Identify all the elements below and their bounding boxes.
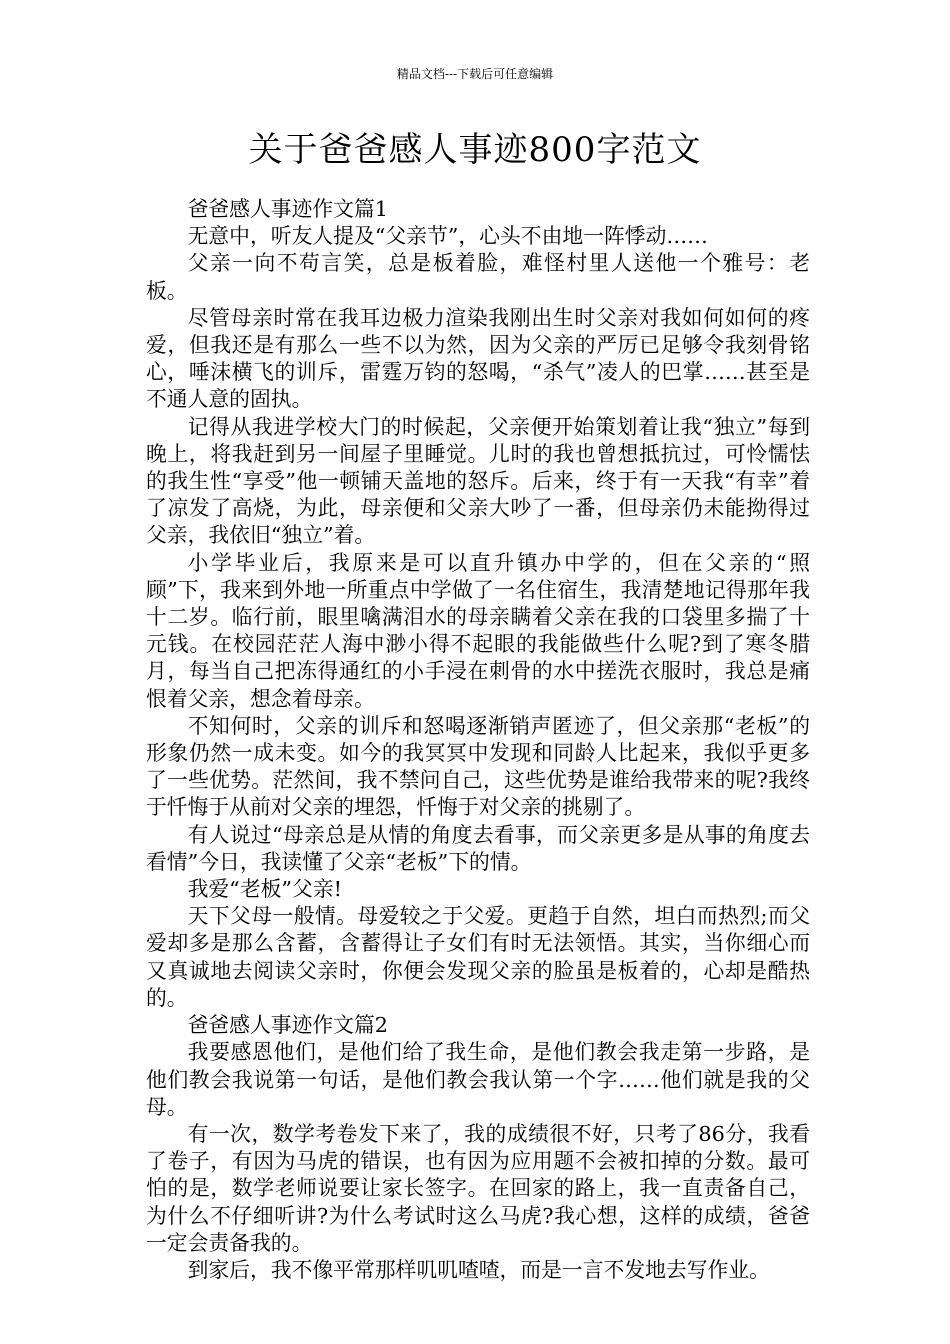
paragraph: 到家后，我不像平常那样叽叽喳喳，而是一言不发地去写作业。	[187, 1257, 770, 1282]
header-note: 精品文档---下载后可任意编辑	[396, 67, 554, 81]
body-text	[146, 196, 810, 1284]
section-heading: 爸爸感人事迹作文篇2	[187, 1013, 388, 1038]
page-title: 关于爸爸感人事迹800字范文	[248, 130, 702, 170]
paragraph: 尽管母亲时常在我耳边极力渲染我刚出生时父亲对我如何如何的疼爱，但我还是有那么一些不以为然，因为父亲的严厉已足够令我刻骨铭心，唾沫横飞的训斥，雷霆万钧的怒喝，“杀气”凌人的巴掌……甚至是不通人意的固执。	[146, 305, 810, 412]
paragraph: 无意中，听友人提及“父亲节”，心头不由地一阵悸动……	[187, 224, 708, 249]
paragraph: 我爱“老板”父亲!	[187, 877, 342, 902]
paragraph: 有人说过“母亲总是从情的角度去看事，而父亲更多是从事的角度去看情”今日，我读懂了父亲“老板”下的情。	[146, 822, 810, 874]
paragraph: 我要感恩他们，是他们给了我生命，是他们教会我走第一步路，是他们教会我说第一句话，是他们教会我认第一个字……他们就是我的父母。	[146, 1040, 810, 1119]
paragraph: 记得从我进学校大门的时候起，父亲便开始策划着让我“独立”每到晚上，将我赶到另一间屋子里睡觉。儿时的我也曾想抵抗过，可怜懦怯的我生性“享受”他一顿铺天盖地的怒斥。后来，终于有一天我“有幸”着了凉发了高烧，为此，母亲便和父亲大吵了一番，但母亲仍未能拗得过父亲，我依旧“独立”着。	[146, 414, 810, 548]
paragraph: 小学毕业后，我原来是可以直升镇办中学的，但在父亲的“照顾”下，我来到外地一所重点中学做了一名住宿生，我清楚地记得那年我十二岁。临行前，眼里噙满泪水的母亲瞒着父亲在我的口袋里多揣了十元钱。在校园茫茫人海中渺小得不起眼的我能做些什么呢?到了寒冬腊月，每当自己把冻得通红的小手浸在刺骨的水中搓洗衣服时，我总是痛恨着父亲，想念着母亲。	[146, 550, 810, 711]
paragraph: 父亲一向不苟言笑，总是板着脸，难怪村里人送他一个雅号：老板。	[146, 251, 810, 303]
paragraph: 有一次，数学考卷发下来了，我的成绩很不好，只考了86分，我看了卷子，有因为马虎的错误，也有因为应用题不会被扣掉的分数。最可怕的是，数学老师说要让家长签字。在回家的路上，我一直责备自己，为什么不仔细听讲?为什么考试时这么马虎?我心想，这样的成绩，爸爸一定会责备我的。	[146, 1121, 810, 1255]
paragraph: 不知何时，父亲的训斥和怒喝逐渐销声匿迹了，但父亲那“老板”的形象仍然一成未变。如今的我冥冥中发现和同龄人比起来，我似乎更多了一些优势。茫然间，我不禁问自己，这些优势是谁给我带来的呢?我终于忏悔于从前对父亲的埋怨，忏悔于对父亲的挑剔了。	[146, 713, 810, 820]
section-heading: 爸爸感人事迹作文篇1	[187, 197, 388, 221]
paragraph: 天下父母一般情。母爱较之于父爱。更趋于自然，坦白而热烈;而父爱却多是那么含蓄，含蓄得让子女们有时无法领悟。其实，当你细心而又真诚地去阅读父亲时，你便会发现父亲的脸虽是板着的，心却是酷热的。	[146, 904, 810, 1010]
